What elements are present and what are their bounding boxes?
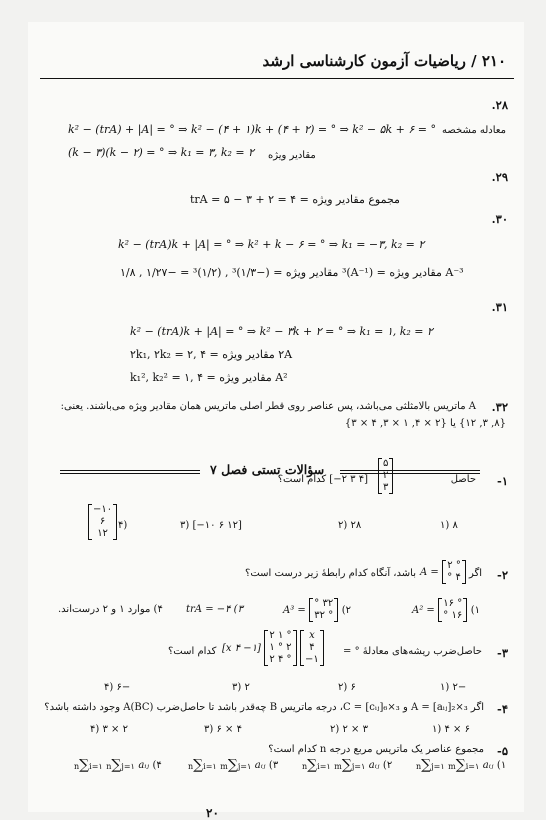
question-4-number: -۴ (497, 702, 508, 716)
question-2-option-4[interactable]: ۴) موارد ۱ و ۲ درست‌اند. (58, 604, 163, 615)
answer-28-eq2: (k − ۳)(k − ۲) = ° ⇒ k₁ = ۳, k₂ = ۲ (68, 146, 255, 159)
question-1-option-4-matrix: −۱۰ ۶ ۱۲ (88, 504, 117, 540)
answer-29-eq1: مجموع مقادیر ویژه = trA = ۵ − ۳ + ۲ = ۴ (190, 193, 400, 206)
page-sheet (28, 22, 524, 812)
question-1-number: -۱ (497, 474, 508, 488)
question-4-option-2[interactable]: ۳ × ۲ (۲ (330, 724, 368, 735)
answer-29-number: .۲۹ (491, 170, 508, 184)
question-3-number: -۳ (497, 646, 508, 660)
header-rule (40, 78, 514, 79)
question-5-option-3[interactable]: n∑i=۱ m∑j=۱ aᵢⱼ (۳ (188, 757, 279, 773)
section-title: سؤالات تستی فصل ۷ (210, 462, 325, 477)
question-4-option-1[interactable]: ۶ × ۴ (۱ (432, 724, 470, 735)
answer-32-number: .۳۲ (491, 400, 508, 414)
question-1-option-2[interactable]: ۲۸ (۲ (338, 520, 362, 531)
question-5-number: -۵ (497, 744, 508, 758)
question-2-option-3[interactable]: trA = −۴ (۳ (186, 604, 243, 615)
answer-31-eq1: k² − (trA)k + |A| = ° ⇒ k² − ۳k + ۲ = ° ⇒ k₁ = ۱, k₂ = ۲ (130, 325, 433, 338)
column-vector: ۵ ۲ ۳ (378, 458, 393, 494)
page-footer-mark: ۲۰ (206, 806, 219, 820)
answer-31-number: .۳۱ (491, 300, 508, 314)
section-rule-left (60, 470, 200, 471)
answer-31-eq3: A² مقادیر ویژه = k₁², k₂² = ۱, ۴ (130, 371, 288, 384)
answer-30-eq1: k² − (trA)k + |A| = ° ⇒ k² + k − ۶ = ° ⇒ k₁ = −۳, k₂ = ۲ (118, 238, 425, 251)
question-5-option-1[interactable]: n∑j=۱ m∑i=۱ aᵢⱼ (۱ (416, 757, 507, 773)
question-1-option-1[interactable]: ۸ (۱ (440, 520, 458, 531)
question-4-option-4[interactable]: ۲ × ۳ (۴ (90, 724, 128, 735)
question-3-stem-b: کدام است؟ (168, 646, 217, 657)
question-2-option-1[interactable]: A² = ۱۶ ° ° ۱۶ (۱ (412, 598, 481, 621)
answer-28-eq2-label: مقادیر ویژه (268, 150, 316, 161)
question-1-stem-b: [۴ ۳ ۲−] کدام است؟ (277, 474, 368, 485)
section-rule-right (340, 470, 480, 471)
question-3-option-1[interactable]: −۲ (۱ (440, 682, 467, 693)
answer-28-label: معادله مشخصه (441, 125, 506, 136)
section-heading (60, 462, 480, 478)
answer-28-number: .۲۸ (491, 98, 508, 112)
question-3-option-3[interactable]: ۲ (۳ (232, 682, 250, 693)
page-header: ۲۱۰ / ریاضیات آزمون کارشناسی ارشد (262, 52, 506, 70)
question-5-option-2[interactable]: n∑i=۱ m∑j=۱ aᵢⱼ (۲ (302, 757, 393, 773)
question-1-option-4[interactable]: (۴ (118, 520, 128, 531)
question-1-option-3[interactable]: [۱۲ ۶ ۱۰−] (۳ (180, 520, 242, 531)
answer-32-text2: {۸, ۳, ۱۲} یا {۲ × ۴, ۱ × ۳, ۴ × ۳} (344, 418, 506, 429)
question-1-stem-a: حاصل (450, 474, 476, 485)
answer-32-text: A ماتریس بالامثلثی می‌باشد، پس عناصر روی قطر اصلی ماتریس همان مقادیر ویژه می‌باشند. یعنی: (60, 401, 476, 412)
question-1-vector (378, 458, 393, 494)
section-rule-left-2 (60, 473, 200, 474)
question-3-option-4[interactable]: −۶ (۴ (104, 682, 131, 693)
question-2-number: -۲ (497, 568, 508, 582)
answer-28-eq1: k² − (trA) + |A| = ° ⇒ k² − (۴ + ۱)k + (۴ + ۲) = ° ⇒ k² − ۵k + ۶ = ° (68, 123, 436, 136)
question-3-equation: [x ۴ −۱] ۲ ۱ ° ۱ ° ۲ ۲ ۴ ° x ۴ −۱ (222, 630, 324, 666)
answer-30-eq2: A⁻³ مقادیر ویژه = (A⁻¹)³ مقادیر ویژه = (−۱/۳)³ , (۱/۲)³ = −۱/۲۷ , ۱/۸ (120, 266, 464, 279)
answer-31-eq2: ۲A مقادیر ویژه = ۲k₁, ۲k₂ = ۲, ۴ (130, 348, 293, 361)
question-2-A-matrix: A = ۲ ° ° ۴ (420, 560, 466, 584)
question-4-option-3[interactable]: ۴ × ۶ (۳ (204, 724, 242, 735)
question-2-stem-b: باشد، آنگاه کدام رابطهٔ زیر درست است؟ (245, 568, 416, 579)
question-5-option-4[interactable]: n∑i=۱ n∑j=۱ aᵢⱼ (۴ (74, 757, 162, 773)
question-4-stem: اگر A = [aᵢⱼ]₂×₃ و C = [cᵢⱼ]₆×₃، درجه ماتریس B چه‌قدر باشد تا حاصل‌ضرب A(BC) وجود داشته باشد؟ (44, 702, 484, 713)
question-2-stem-a: اگر (468, 568, 482, 579)
question-3-stem-a: حاصل‌ضرب ریشه‌های معادلهٔ ° = (343, 646, 482, 657)
answer-30-number: .۳۰ (491, 212, 508, 226)
question-3-option-2[interactable]: ۶ (۲ (338, 682, 356, 693)
question-5-stem: مجموع عناصر یک ماتریس مربع درجه n کدام است؟ (268, 744, 484, 755)
question-2-option-2[interactable]: A³ = ° ۳۲ ۳۲ ° (۲ (283, 598, 352, 621)
